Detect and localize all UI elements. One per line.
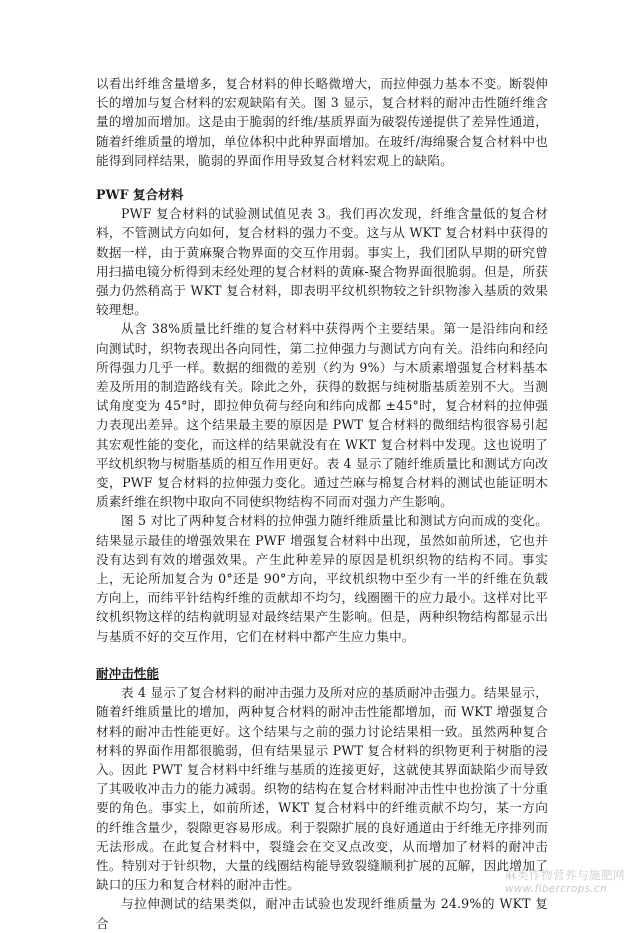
section-heading-impact: 耐冲击性能 (96, 665, 159, 681)
impact-paragraph-2: 与拉伸测试的结果类似，耐冲击试验也发现纤维质量为 24.9%的 WKT 复合 (96, 896, 548, 931)
intro-paragraph: 以看出纤维含量增多，复合材料的伸长略微增大，而拉伸强力基本不变。断裂伸长的增加与复合材料的宏观缺陷有关。图 3 显示，复合材料的耐冲击性随纤维含量的增加而增加。这是由于脆弱的纤维/基质界面为破裂传递提供了差异性通道，随着纤维质量的增加，单位体积中此种界面增加。在玻纤/海绵聚合复合材料中也能得到同样结果，脆弱的界面作用导致复合材料宏观上的缺陷。 (96, 76, 548, 168)
site-watermark (505, 868, 625, 896)
watermark-chinese-text: 麻类作物营养与施肥网 (505, 868, 625, 882)
pwf-paragraph-2: 从含 38%质量比纤维的复合材料中获得两个主要结果。第一是沿纬向和经向测试时，织物表现出各向同性，第二拉伸强力与测试方向有关。沿纬向和经向所得强力几乎一样。数据的细微的差别（约为 9%）与木质素增强复合材料基本差及所用的制造路线有关。除此之外，获得的数据与纯树脂基质差别不大。当测试角度变为 45°时，即拉伸负荷与经向和纬向成都 ±45°时，复合材料的拉伸强力表现出差异。这个结果最主要的原因是 PWT 复合材料的微细结构很容易引起其宏观性能的变化，而这样的结果就没有在 WKT 复合材料中发现。这也说明了平纹机织物与树脂基质的相互作用更好。表 4 显示了随纤维质量比和测试方向改变，PWF 复合材料的拉伸强力变化。通过苎麻与棉复合材料的测试也能证明木质素纤维在织物中取向不同使织物结构不同而对强力产生影响。 (96, 321, 548, 510)
section-gap (96, 170, 548, 185)
impact-paragraph-1: 表 4 显示了复合材料的耐冲击强力及所对应的基质耐冲击强力。结果显示，随着纤维质量比的增加，两种复合材料的耐冲击性能都增加，而 WKT 增强复合材料的耐冲击性能更好。这个结果与之前的强力讨论结果相一致。虽然两种复合材料的界面作用都很脆弱，但有结果显示 PWT 复合材料的织物更利于树脂的浸入。因此 PWT 复合材料中纤维与基质的连接更好，这就使其界面缺陷少而导致了其吸收冲击力的能力减弱。织物的结构在复合材料耐冲击性中也扮演了十分重要的角色。事实上，如前所述，WKT 复合材料中的纤维贡献不均匀，某一方向的纤维含量少，裂隙更容易形成。利于裂隙扩展的良好通道由于纤维无序排列而无法形成。在此复合材料中，裂缝会在交叉点改变，从而增加了材料的耐冲击性。特别对于针织物，大量的线圈结构能导致裂缝顺利扩展的瓦解，因此增加了缺口的压力和复合材料的耐冲击性。 (96, 685, 548, 893)
document-page (96, 74, 548, 933)
watermark-url: www.fibercrops.cn (505, 883, 607, 895)
pwf-paragraph-3: 图 5 对比了两种复合材料的拉伸强力随纤维质量比和测试方向而成的变化。结果显示最佳的增强效果在 PWF 增强复合材料中出现，虽然如前所述，它也并没有达到有效的增强效果。产生此种差异的原因是机织织物的结构不同。事实上，无论所加复合为 0°还是 90°方向，平纹机织物中至少有一半的纤维在负载方向上，而纬平针结构纤维的贡献却不均匀，线圈圈干的应力最小。这样对比平纹机织物这样的结构就明显对最终结果产生影响。但是，两种织物结构都显示出与基质不好的交互作用，它们在材料中都产生应力集中。 (96, 513, 548, 644)
section-heading-pwf: PWF 复合材料 (96, 187, 184, 203)
section-gap (96, 646, 548, 664)
pwf-paragraph-1: PWF 复合材料的试验测试值见表 3。我们再次发现，纤维含量低的复合材料，不管测试方向如何，复合材料的强力不变。这与从 WKT 复合材料中获得的数据一样，由于黄麻聚合物界面的交互作用弱。事实上，我们团队早期的研究曾用扫描电镜分析得到未经处理的复合材料的黄麻-聚合物界面很脆弱。但是，所获强力仍然稍高于 WKT 复合材料，即表明平纹机织物较之针织物渗入基质的效果较理想。 (96, 206, 548, 318)
